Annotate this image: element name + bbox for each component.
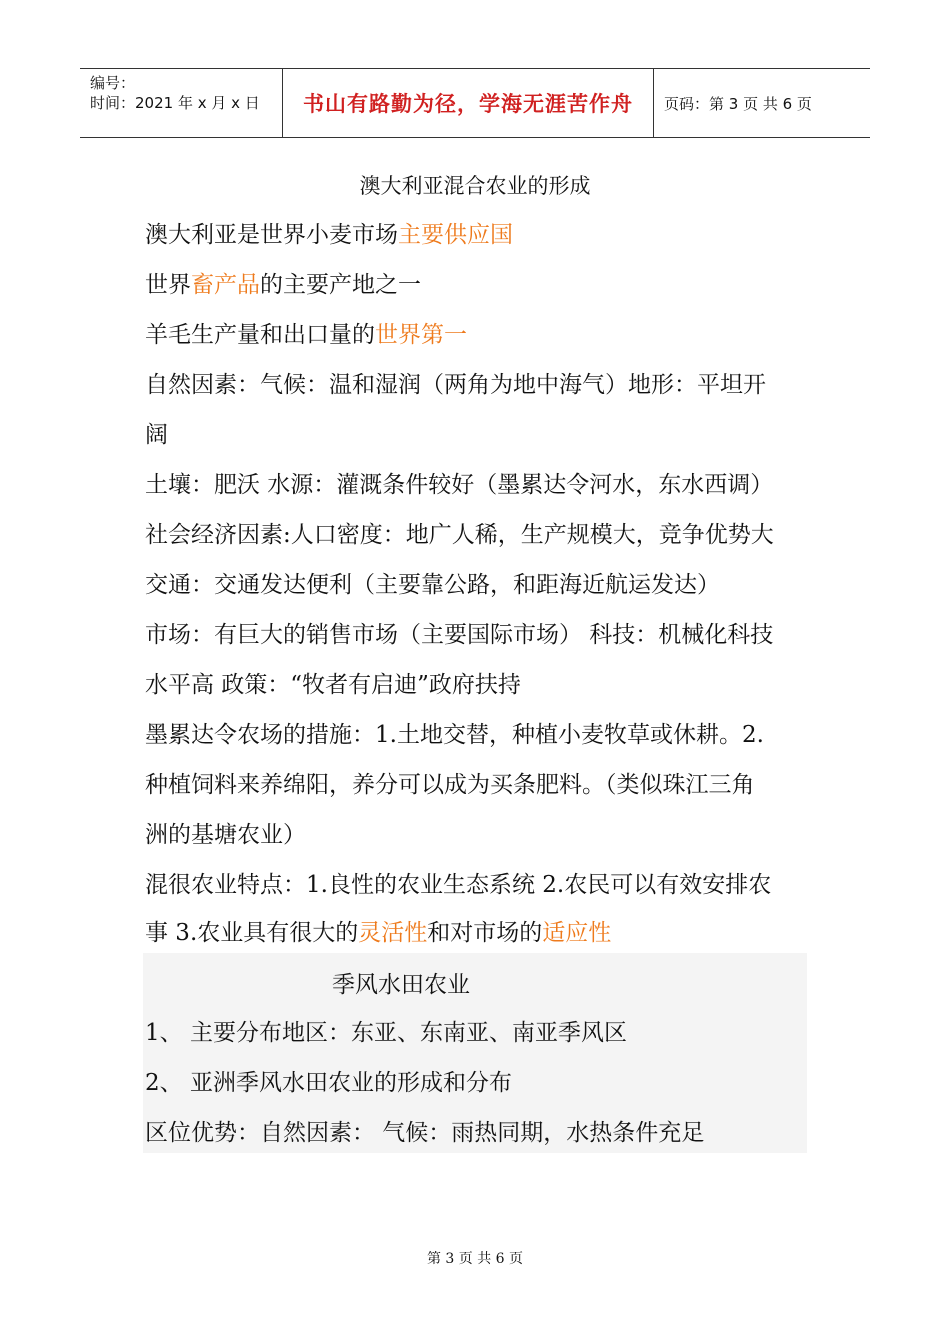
list-item: 2、 亚洲季风水田农业的形成和分布	[145, 1070, 512, 1096]
header-left	[80, 69, 282, 137]
header-motto: 书山有路勤为径，学海无涯苦作舟	[282, 69, 654, 137]
text-line: 世界畜产品的主要产地之一	[145, 272, 421, 298]
text-line: 社会经济因素:人口密度：地广人稀，生产规模大，竞争优势大	[145, 522, 774, 548]
text-line: 澳大利亚是世界小麦市场主要供应国	[145, 222, 513, 248]
text-line: 自然因素：气候：温和湿润（两角为地中海气）地形：平坦开	[145, 372, 766, 398]
section-title: 季风水田农业	[332, 972, 470, 998]
text-line: 羊毛生产量和出口量的世界第一	[145, 322, 467, 348]
text-line: 洲的基塘农业）	[145, 822, 306, 848]
text-line: 水平高 政策：“牧者有启迪”政府扶持	[145, 672, 521, 698]
highlight-text: 主要供应国	[398, 222, 513, 248]
highlight-text: 适应性	[542, 920, 612, 946]
page-title: 澳大利亚混合农业的形成	[359, 174, 591, 198]
highlight-text: 灵活性	[358, 920, 428, 946]
page-footer: 第 3 页 共 6 页	[426, 1251, 524, 1267]
highlight-text: 畜产品	[191, 272, 260, 298]
list-item: 1、 主要分布地区：东亚、东南亚、南亚季风区	[145, 1020, 627, 1046]
text-line: 阔	[145, 422, 168, 448]
text-line: 市场：有巨大的销售市场（主要国际市场） 科技：机械化科技	[145, 622, 774, 648]
text-line: 墨累达令农场的措施：1.土地交替，种植小麦牧草或休耕。2.	[145, 722, 764, 748]
text-line: 交通：交通发达便利（主要靠公路，和距海近航运发达）	[145, 572, 720, 598]
text-line: 事 3.农业具有很大的灵活性和对市场的适应性	[145, 920, 612, 946]
text-line: 种植饲料来养绵阳，养分可以成为买条肥料。（类似珠江三角	[145, 772, 755, 798]
text-line: 土壤：肥沃 水源：灌溉条件较好（墨累达令河水，东水西调）	[145, 472, 774, 498]
number-label: 编号：	[90, 74, 136, 92]
text-line: 混很农业特点：1.良性的农业生态系统 2.农民可以有效安排农	[145, 872, 772, 898]
page-header	[80, 68, 870, 138]
text-line: 区位优势：自然因素： 气候：雨热同期，水热条件充足	[145, 1120, 705, 1146]
header-page-label: 页码：第 3 页 共 6 页	[664, 94, 812, 113]
date-label: 时间：2021 年 x 月 x 日	[90, 94, 260, 112]
highlight-text: 世界第一	[375, 322, 467, 348]
